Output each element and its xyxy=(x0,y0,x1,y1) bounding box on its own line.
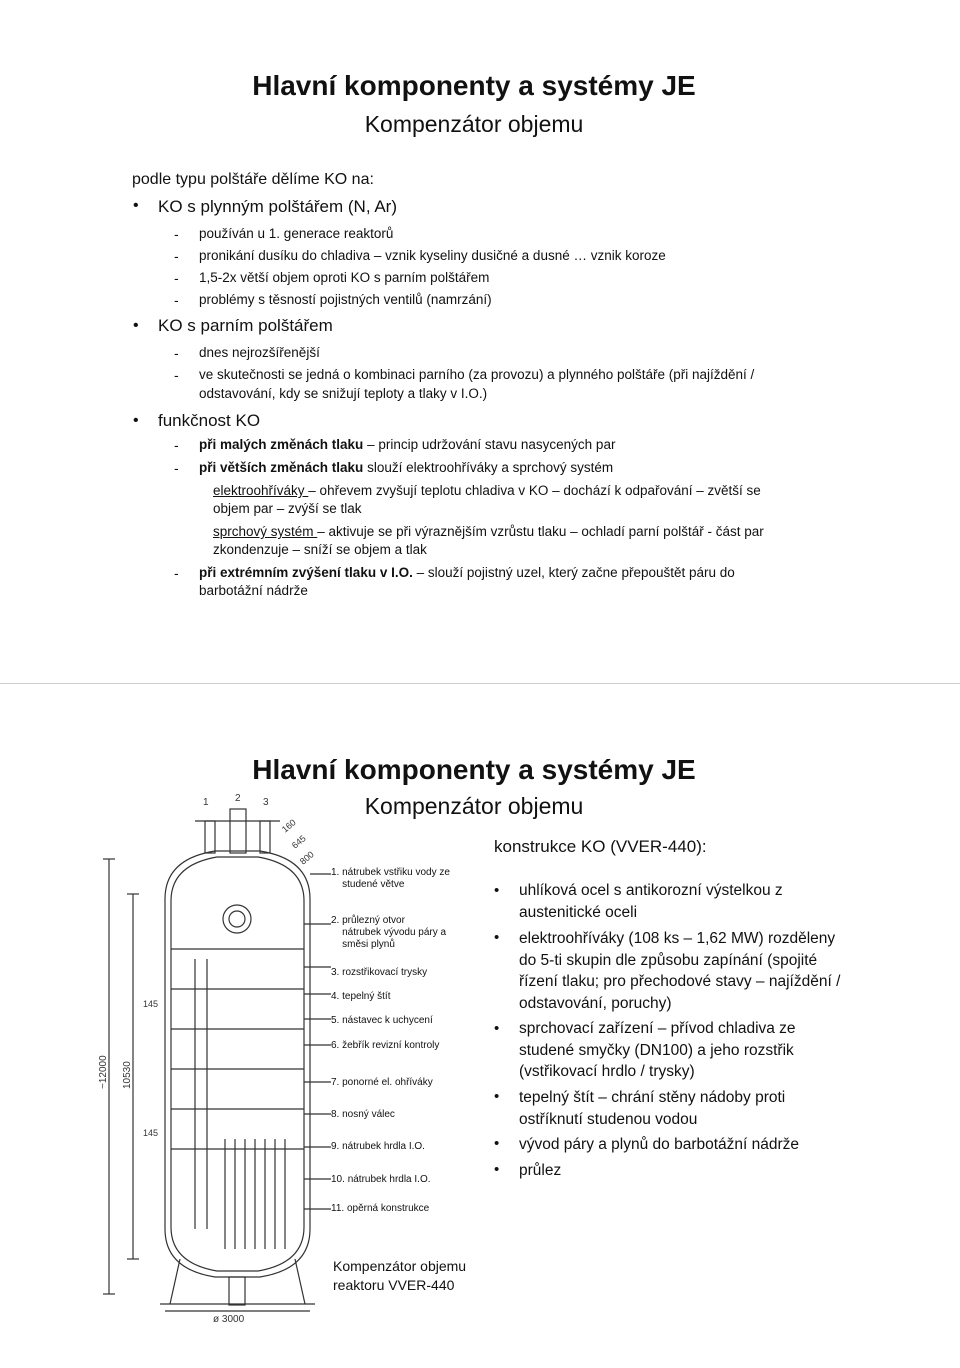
dash: - xyxy=(174,226,179,242)
top-num-label: 3 xyxy=(263,797,269,808)
dash: - xyxy=(174,460,179,476)
dash: - xyxy=(174,437,179,453)
list-item: pronikání dusíku do chladiva – vznik kyseliny dusičné a dusné … vznik koroze xyxy=(199,248,666,263)
legend-item: 4. tepelný štít xyxy=(331,991,391,1002)
slide-2 xyxy=(0,683,960,1368)
legend-item: 8. nosný válec xyxy=(331,1109,395,1120)
legend-item: 11. opěrná konstrukce xyxy=(331,1203,430,1214)
heaters-line xyxy=(213,483,761,498)
func-item-extreme-2: barbotážní nádrže xyxy=(199,583,308,598)
legend-item: 2. průlezný otvor nátrubek vývodu páry a směsi plynů xyxy=(331,915,447,950)
list-item-cont: odstavování, kdy se snižují teploty a tlaky v I.O.) xyxy=(199,386,488,401)
list-item: problémy s těsností pojistných ventilů (namrzání) xyxy=(199,292,492,307)
construction-bullet: tepelný štít – chrání stěny nádoby proti ostříknutí studenou vodou xyxy=(519,1089,786,1128)
dash: - xyxy=(174,367,179,383)
func-item-small xyxy=(199,437,615,452)
slide-subtitle: Kompenzátor objemu xyxy=(364,111,584,137)
construction-bullet: průlez xyxy=(519,1162,562,1179)
func-text: – slouží pojistný uzel, který začne přepouštět páru do xyxy=(412,565,735,580)
func-bold: při malých změnách tlaku xyxy=(199,437,364,452)
legend-item: 1. nátrubek vstřiku vody ze studené větve xyxy=(331,867,450,890)
dim-body-label: 10530 xyxy=(122,1061,133,1089)
func-bold: při větších změnách tlaku xyxy=(199,460,364,475)
top-num-label: 800 xyxy=(297,849,316,867)
slide-title: Hlavní komponenty a systémy JE xyxy=(252,70,696,101)
legend-item: 6. žebřík revizní kontroly xyxy=(331,1040,440,1051)
bullet-dot: • xyxy=(494,882,500,899)
func-item-larger xyxy=(199,460,613,475)
func-text: slouží elektroohříváky a sprchový systém xyxy=(363,460,614,475)
dim-wall2-label: 145 xyxy=(143,1128,159,1138)
func-bold: při extrémním zvýšení tlaku v I.O. xyxy=(199,565,413,580)
dash: - xyxy=(174,292,179,308)
legend-item: 5. nástavec k uchycení xyxy=(331,1015,433,1026)
slide-1 xyxy=(0,0,960,683)
dash: - xyxy=(174,565,179,581)
construction-bullet: uhlíková ocel s antikorozní výstelkou z austenitické oceli xyxy=(519,882,783,921)
legend-item: 9. nátrubek hrdla I.O. xyxy=(331,1141,425,1152)
slide-title: Hlavní komponenty a systémy JE xyxy=(252,754,696,785)
bullet-functionality: funkčnost KO xyxy=(158,411,261,430)
bullet-dot: • xyxy=(494,1161,500,1178)
top-num-label: 645 xyxy=(289,833,308,851)
heaters-term: elektroohříváky xyxy=(213,483,309,498)
spray-line-2: zkondenzuje – sníží se objem a tlak xyxy=(213,542,427,557)
bullet-dot: • xyxy=(133,412,139,429)
intro-text: podle typu polštáře dělíme KO na: xyxy=(132,171,374,188)
heaters-line-2: objem par – zvýší se tlak xyxy=(213,501,362,516)
bullet-gas-cushion: KO s plynným polštářem (N, Ar) xyxy=(158,197,398,216)
dim-diam-label: ø 3000 xyxy=(213,1314,245,1325)
heaters-text: – ohřevem zvyšují teplotu chladiva v KO – dochází k odpařování – zvětší se xyxy=(308,483,761,498)
spray-text: – aktivuje se při výraznějším vzrůstu tlaku – ochladí parní polštář - část par xyxy=(317,524,764,539)
legend-item: 7. ponorné el. ohříváky xyxy=(331,1077,433,1088)
legend-item: 3. rozstřikovací trysky xyxy=(331,967,428,978)
list-item: používán u 1. generace reaktorů xyxy=(199,226,394,241)
bullet-dot: • xyxy=(133,317,139,334)
dash: - xyxy=(174,345,179,361)
caption-line: Kompenzátor objemu xyxy=(333,1258,467,1274)
slide-subtitle: Kompenzátor objemu xyxy=(364,793,584,819)
bullet-dot: • xyxy=(494,1135,500,1152)
legend-item: 10. nátrubek hrdla I.O. xyxy=(331,1174,431,1185)
bullet-dot: • xyxy=(133,197,139,214)
pressurizer-drawing xyxy=(95,789,475,1325)
dim-wall-label: 145 xyxy=(143,999,159,1009)
list-item: 1,5-2x větší objem oproti KO s parním polštářem xyxy=(199,270,490,285)
construction-bullet: elektroohříváky (108 ks – 1,62 MW) rozděleny do 5-ti skupin dle způsobu zapínání (spojité řízení tlaku; pro přechodové stavy – najíždění / odstavování, poruchy) xyxy=(519,930,841,1012)
func-item-extreme xyxy=(199,565,735,580)
top-num-label: 2 xyxy=(235,793,241,804)
construction-heading: konstrukce KO (VVER-440): xyxy=(494,837,707,856)
dim-total-label: ~12000 xyxy=(98,1055,109,1089)
bullet-dot: • xyxy=(494,929,500,946)
list-item: ve skutečnosti se jedná o kombinaci parního (za provozu) a plynného polštáře (při najíždění / xyxy=(199,367,755,382)
caption-line: reaktoru VVER-440 xyxy=(333,1277,455,1293)
top-num-label: 1 xyxy=(203,797,209,808)
func-text: – princip udržování stavu nasycených par xyxy=(363,437,616,452)
bullet-dot: • xyxy=(494,1020,500,1037)
top-num-label: 160 xyxy=(279,817,298,835)
dash: - xyxy=(174,270,179,286)
spray-term: sprchový systém xyxy=(213,524,318,539)
figure-caption xyxy=(333,1257,466,1295)
bullet-dot: • xyxy=(494,1088,500,1105)
bullet-steam-cushion: KO s parním polštářem xyxy=(158,316,333,335)
spray-line xyxy=(213,524,764,539)
construction-bullet: vývod páry a plynů do barbotážní nádrže xyxy=(519,1136,800,1153)
list-item: dnes nejrozšířenější xyxy=(199,345,320,360)
dash: - xyxy=(174,248,179,264)
construction-bullet: sprchovací zařízení – přívod chladiva ze studené smyčky (DN100) a jeho rozstřik (vstřikovací hrdlo / trysky) xyxy=(519,1020,796,1080)
